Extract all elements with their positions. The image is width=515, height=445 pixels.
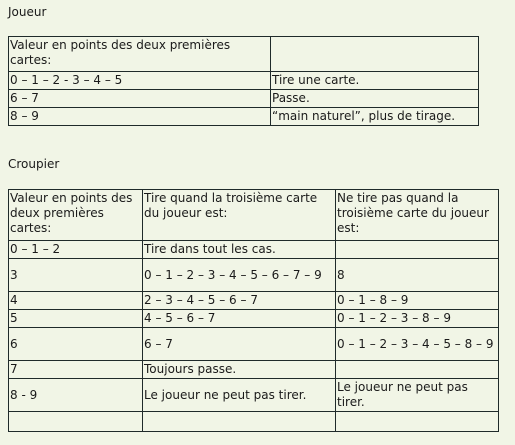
table-row xyxy=(9,90,479,108)
table-row xyxy=(9,310,499,328)
table-row xyxy=(9,72,479,90)
cell-stands xyxy=(336,361,499,379)
table-header-row xyxy=(9,190,499,241)
cell-points: 0 – 1 – 2 - 3 – 4 – 5 xyxy=(9,72,271,90)
croupier-heading: Croupier xyxy=(8,157,60,171)
cell-stands: 0 – 1 – 2 – 3 – 4 – 5 – 8 – 9 xyxy=(336,328,499,361)
table-row xyxy=(9,292,499,310)
cell-draws: 2 – 3 – 4 – 5 – 6 – 7 xyxy=(143,292,336,310)
cell-action: Tire une carte. xyxy=(271,72,479,90)
table-row xyxy=(9,361,499,379)
cell-stands: 0 – 1 – 8 – 9 xyxy=(336,292,499,310)
table-row xyxy=(9,241,499,259)
table-row xyxy=(9,328,499,361)
cell-stands: 0 – 1 – 2 – 3 – 8 – 9 xyxy=(336,310,499,328)
cell-draws: Le joueur ne peut pas tirer. xyxy=(143,379,336,412)
cell-stands xyxy=(336,412,499,432)
croupier-table xyxy=(8,189,499,432)
cell-points: 6 xyxy=(9,328,143,361)
cell-stands xyxy=(336,241,499,259)
cell-draws: 0 – 1 – 2 – 3 – 4 – 5 – 6 – 7 – 9 xyxy=(143,259,336,292)
joueur-table xyxy=(8,36,479,126)
cell-points: 5 xyxy=(9,310,143,328)
header-cell-draws: Tire quand la troisième carte du joueur est: xyxy=(143,190,336,241)
cell-action: Passe. xyxy=(271,90,479,108)
joueur-heading: Joueur xyxy=(8,5,47,19)
table-row xyxy=(9,379,499,412)
cell-stands: 8 xyxy=(336,259,499,292)
table-row-empty xyxy=(9,412,499,432)
cell-draws: Toujours passe. xyxy=(143,361,336,379)
header-cell-stands: Ne tire pas quand la troisième carte du joueur est: xyxy=(336,190,499,241)
cell-draws: 6 – 7 xyxy=(143,328,336,361)
cell-points: 4 xyxy=(9,292,143,310)
cell-points: 3 xyxy=(9,259,143,292)
cell-points: 8 – 9 xyxy=(9,108,271,126)
cell-draws: Tire dans tout les cas. xyxy=(143,241,336,259)
header-cell-points: Valeur en points des deux premières cartes: xyxy=(9,37,271,72)
cell-points xyxy=(9,412,143,432)
cell-stands: Le joueur ne peut pas tirer. xyxy=(336,379,499,412)
cell-action: “main naturel”, plus de tirage. xyxy=(271,108,479,126)
table-header-row xyxy=(9,37,479,72)
cell-points: 8 - 9 xyxy=(9,379,143,412)
cell-points: 6 – 7 xyxy=(9,90,271,108)
table-row xyxy=(9,259,499,292)
header-cell-empty xyxy=(271,37,479,72)
cell-draws xyxy=(143,412,336,432)
header-cell-points: Valeur en points des deux premières cartes: xyxy=(9,190,143,241)
cell-points: 0 – 1 – 2 xyxy=(9,241,143,259)
cell-points: 7 xyxy=(9,361,143,379)
table-row xyxy=(9,108,479,126)
cell-draws: 4 – 5 – 6 – 7 xyxy=(143,310,336,328)
